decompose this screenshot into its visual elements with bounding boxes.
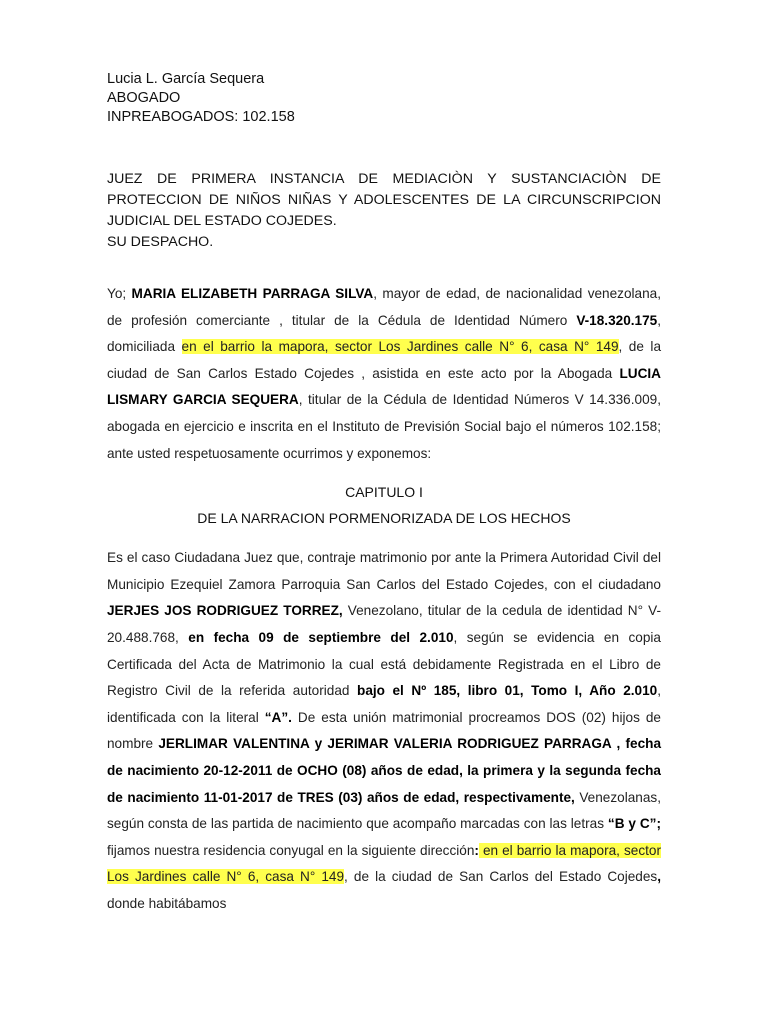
spouse-name: JERJES JOS RODRIGUEZ TORREZ, — [107, 603, 343, 619]
narration-text: donde habitábamos — [107, 895, 227, 911]
narration-text: , según se evidencia en copia Certificada del Acta de Matrimonio la cual está debidamente Registrada en el Libro de Registro Civil de la referida autoridad — [107, 629, 661, 699]
addressee-block — [107, 169, 661, 253]
document-page — [107, 70, 661, 917]
intro-text: , mayor de edad, de nacionalidad venezolana, de profesión comerciante , titular de la Cédula de Identidad Número — [107, 286, 662, 328]
colon-mark: : — [474, 842, 479, 858]
narration-paragraph — [107, 545, 661, 917]
registry-book: bajo el Nº 185, libro 01, Tomo I, Año 2.010 — [357, 683, 658, 699]
narration-text: Es el caso Ciudadana Juez que, contraje matrimonio por ante la Primera Autoridad Civil del Municipio Ezequiel Zamora Parroquia San Carlos del Estado Cojedes, con el ciudadano — [107, 550, 661, 592]
petitioner-address-highlight: en el barrio la mapora, sector Los Jardines calle N° 6, casa N° 149 — [181, 339, 619, 355]
author-name: Lucia L. García Sequera — [107, 71, 265, 87]
addressee-office: SU DESPACHO. — [107, 234, 214, 250]
narration-text: Venezolanas, según consta de las partida de nacimiento que acompaño marcadas con las letras — [107, 789, 661, 832]
comma-mark: , — [657, 869, 661, 885]
addressee-court: JUEZ DE PRIMERA INSTANCIA DE MEDIACIÒN Y SUSTANCIACIÒN DE PROTECCION DE NIÑOS NIÑAS Y ADOLESCENTES DE LA CIRCUNSCRIPCION JUDICIAL DEL ESTADO COJEDES. — [107, 171, 661, 229]
author-registry: INPREABOGADOS: 102.158 — [107, 109, 295, 125]
petitioner-name: MARIA ELIZABETH PARRAGA SILVA — [131, 286, 374, 301]
intro-text: , de la ciudad de San Carlos Estado Cojedes , asistida en este acto por la Abogada — [107, 339, 662, 381]
residence-address-highlight: en el barrio la mapora, sector Los Jardines calle N° 6, casa N° 149 — [107, 842, 661, 885]
author-profession: ABOGADO — [107, 90, 181, 106]
narration-text: , identificada con la literal — [107, 683, 661, 725]
marriage-date: en fecha 09 de septiembre del 2.010 — [188, 629, 454, 645]
children-names: JERLIMAR VALENTINA y JERIMAR VALERIA RODRIGUEZ PARRAGA , fecha de nacimiento 20-12-2011 de OCHO (08) años de edad, la primera y la segunda fecha de nacimiento 11-01-2017 de TRES (03) años de edad, respectivamente, — [107, 736, 661, 805]
literal-a: “A”. — [264, 709, 292, 725]
intro-text: , domiciliada — [107, 312, 661, 355]
petitioner-id: V-18.320.175 — [576, 312, 658, 328]
intro-text: Yo; — [107, 286, 132, 301]
intro-text: , titular de la Cédula de Identidad Números V 14.336.009, abogada en ejercicio e inscrita en el Instituto de Previsión Social bajo el números 102.158; ante usted respetuosamente ocurrimos y exponemos: — [107, 392, 661, 461]
narration-text: , de la ciudad de San Carlos del Estado Cojedes — [344, 869, 658, 885]
narration-text: De esta unión matrimonial procreamos DOS (02) hijos de nombre — [107, 709, 661, 752]
literal-b-c: “B y C”; — [607, 816, 661, 832]
narration-text: fijamos nuestra residencia conyugal en la siguiente dirección — [107, 842, 475, 858]
narration-text: Venezolano, titular de la cedula de identidad N° V- 20.488.768, — [107, 603, 661, 645]
intro-paragraph — [107, 281, 661, 467]
chapter-subtitle: DE LA NARRACION PORMENORIZADA DE LOS HECHOS — [197, 510, 571, 527]
chapter-title: CAPITULO I — [345, 484, 423, 501]
lawyer-name: LUCIA LISMARY GARCIA SEQUERA — [107, 365, 661, 408]
